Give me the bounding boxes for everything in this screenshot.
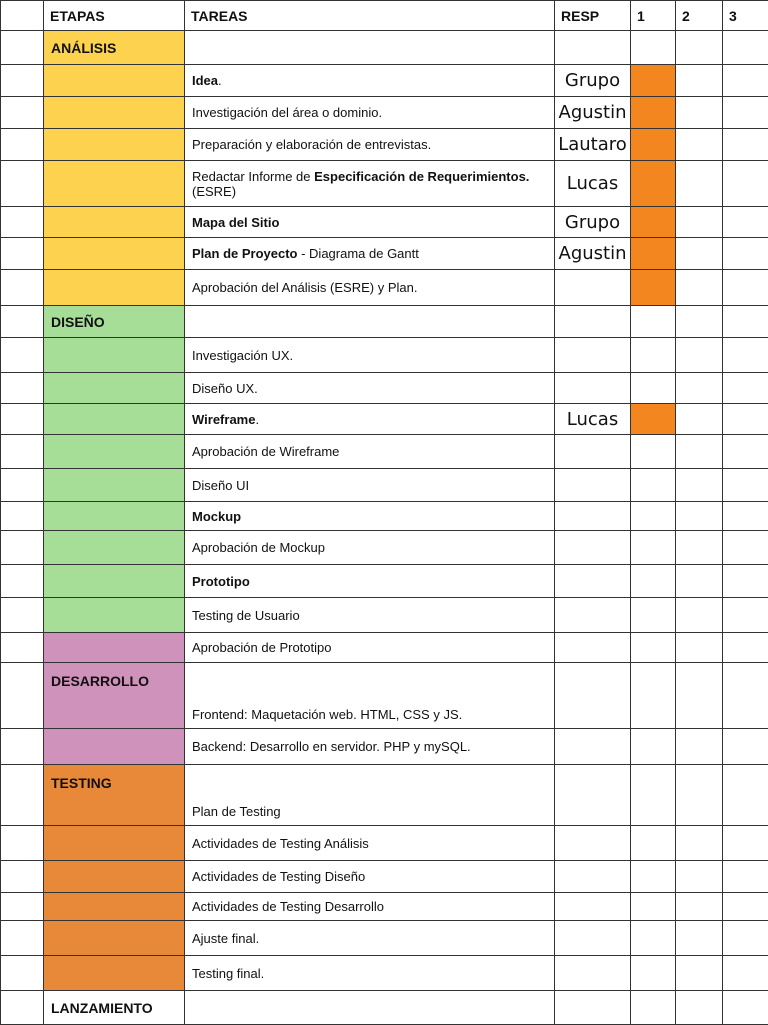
week-1-bar: [631, 129, 676, 161]
resp-wireframe: Lucas: [555, 404, 631, 435]
table-row: [1, 207, 768, 238]
table-row: [1, 502, 768, 531]
task-inv-ux: Investigación UX.: [185, 338, 555, 373]
task-diseno-ui: Diseño UI: [185, 469, 555, 502]
week-2-header: 2: [676, 1, 723, 31]
table-row: [1, 729, 768, 765]
task-mockup: Mockup: [185, 502, 555, 531]
resp-plan: Agustin: [555, 238, 631, 270]
table-row: [1, 598, 768, 633]
table-row: [1, 129, 768, 161]
task-aprob-wireframe: Aprobación de Wireframe: [185, 435, 555, 469]
index-header: [1, 1, 44, 31]
task-esre: Redactar Informe de Especificación de Requerimientos. (ESRE): [185, 161, 555, 207]
table-row: [1, 663, 768, 729]
resp-esre: Lucas: [555, 161, 631, 207]
resp-entrevistas: Lautaro: [555, 129, 631, 161]
stage-desarrollo: DESARROLLO: [44, 663, 185, 729]
task-testing-usuario: Testing de Usuario: [185, 598, 555, 633]
table-row: [1, 161, 768, 207]
task-entrevistas: Preparación y elaboración de entrevistas.: [185, 129, 555, 161]
week-1-bar: [631, 65, 676, 97]
table-row: [1, 373, 768, 404]
task-plan-testing: Plan de Testing: [185, 765, 555, 826]
table-row: [1, 435, 768, 469]
table-row: [1, 469, 768, 502]
table-row: [1, 861, 768, 893]
stage-lanzamiento: LANZAMIENTO: [44, 991, 185, 1025]
week-1-bar: [631, 270, 676, 306]
resp-investigacion: Agustin: [555, 97, 631, 129]
etapas-header: ETAPAS: [44, 1, 185, 31]
header-row: [1, 1, 768, 31]
table-row: [1, 97, 768, 129]
table-row: [1, 893, 768, 921]
tareas-header: TAREAS: [185, 1, 555, 31]
week-1-bar: [631, 238, 676, 270]
task-backend: Backend: Desarrollo en servidor. PHP y mySQL.: [185, 729, 555, 765]
week-1-bar: [631, 207, 676, 238]
table-row: [1, 956, 768, 991]
task-ajuste: Ajuste final.: [185, 921, 555, 956]
task-prototipo: Prototipo: [185, 565, 555, 598]
table-row: [1, 238, 768, 270]
task-testing-final: Testing final.: [185, 956, 555, 991]
task-aprob-mockup: Aprobación de Mockup: [185, 531, 555, 565]
task-mapa: Mapa del Sitio: [185, 207, 555, 238]
table-row: [1, 633, 768, 663]
task-test-analisis: Actividades de Testing Análisis: [185, 826, 555, 861]
stage-analisis: ANÁLISIS: [44, 31, 185, 65]
task-test-diseno: Actividades de Testing Diseño: [185, 861, 555, 893]
table-row: [1, 65, 768, 97]
week-1-bar: [631, 404, 676, 435]
table-row: [1, 531, 768, 565]
resp-header: RESP: [555, 1, 631, 31]
table-row: [1, 565, 768, 598]
table-row: [1, 826, 768, 861]
resp-idea: Grupo: [555, 65, 631, 97]
week-1-bar: [631, 97, 676, 129]
resp-mapa: Grupo: [555, 207, 631, 238]
stage-diseno: DISEÑO: [44, 306, 185, 338]
task-aprob-prototipo: Aprobación de Prototipo: [185, 633, 555, 663]
task-frontend: Frontend: Maquetación web. HTML, CSS y JS.: [185, 663, 555, 729]
task-aprobacion-analisis: Aprobación del Análisis (ESRE) y Plan.: [185, 270, 555, 306]
week-3-header: 3: [723, 1, 768, 31]
table-row: [1, 270, 768, 306]
table-row: [1, 765, 768, 826]
table-row: [1, 404, 768, 435]
task-test-desarrollo: Actividades de Testing Desarrollo: [185, 893, 555, 921]
task-wireframe: Wireframe.: [185, 404, 555, 435]
task-plan: Plan de Proyecto - Diagrama de Gantt: [185, 238, 555, 270]
stage-row-analisis: [1, 31, 768, 65]
table-row: [1, 921, 768, 956]
task-idea: Idea.: [185, 65, 555, 97]
stage-testing: TESTING: [44, 765, 185, 826]
task-diseno-ux: Diseño UX.: [185, 373, 555, 404]
week-1-header: 1: [631, 1, 676, 31]
stage-row-diseno: [1, 306, 768, 338]
week-1-bar: [631, 161, 676, 207]
table-row: [1, 338, 768, 373]
task-investigacion: Investigación del área o dominio.: [185, 97, 555, 129]
stage-row-lanzamiento: [1, 991, 768, 1025]
